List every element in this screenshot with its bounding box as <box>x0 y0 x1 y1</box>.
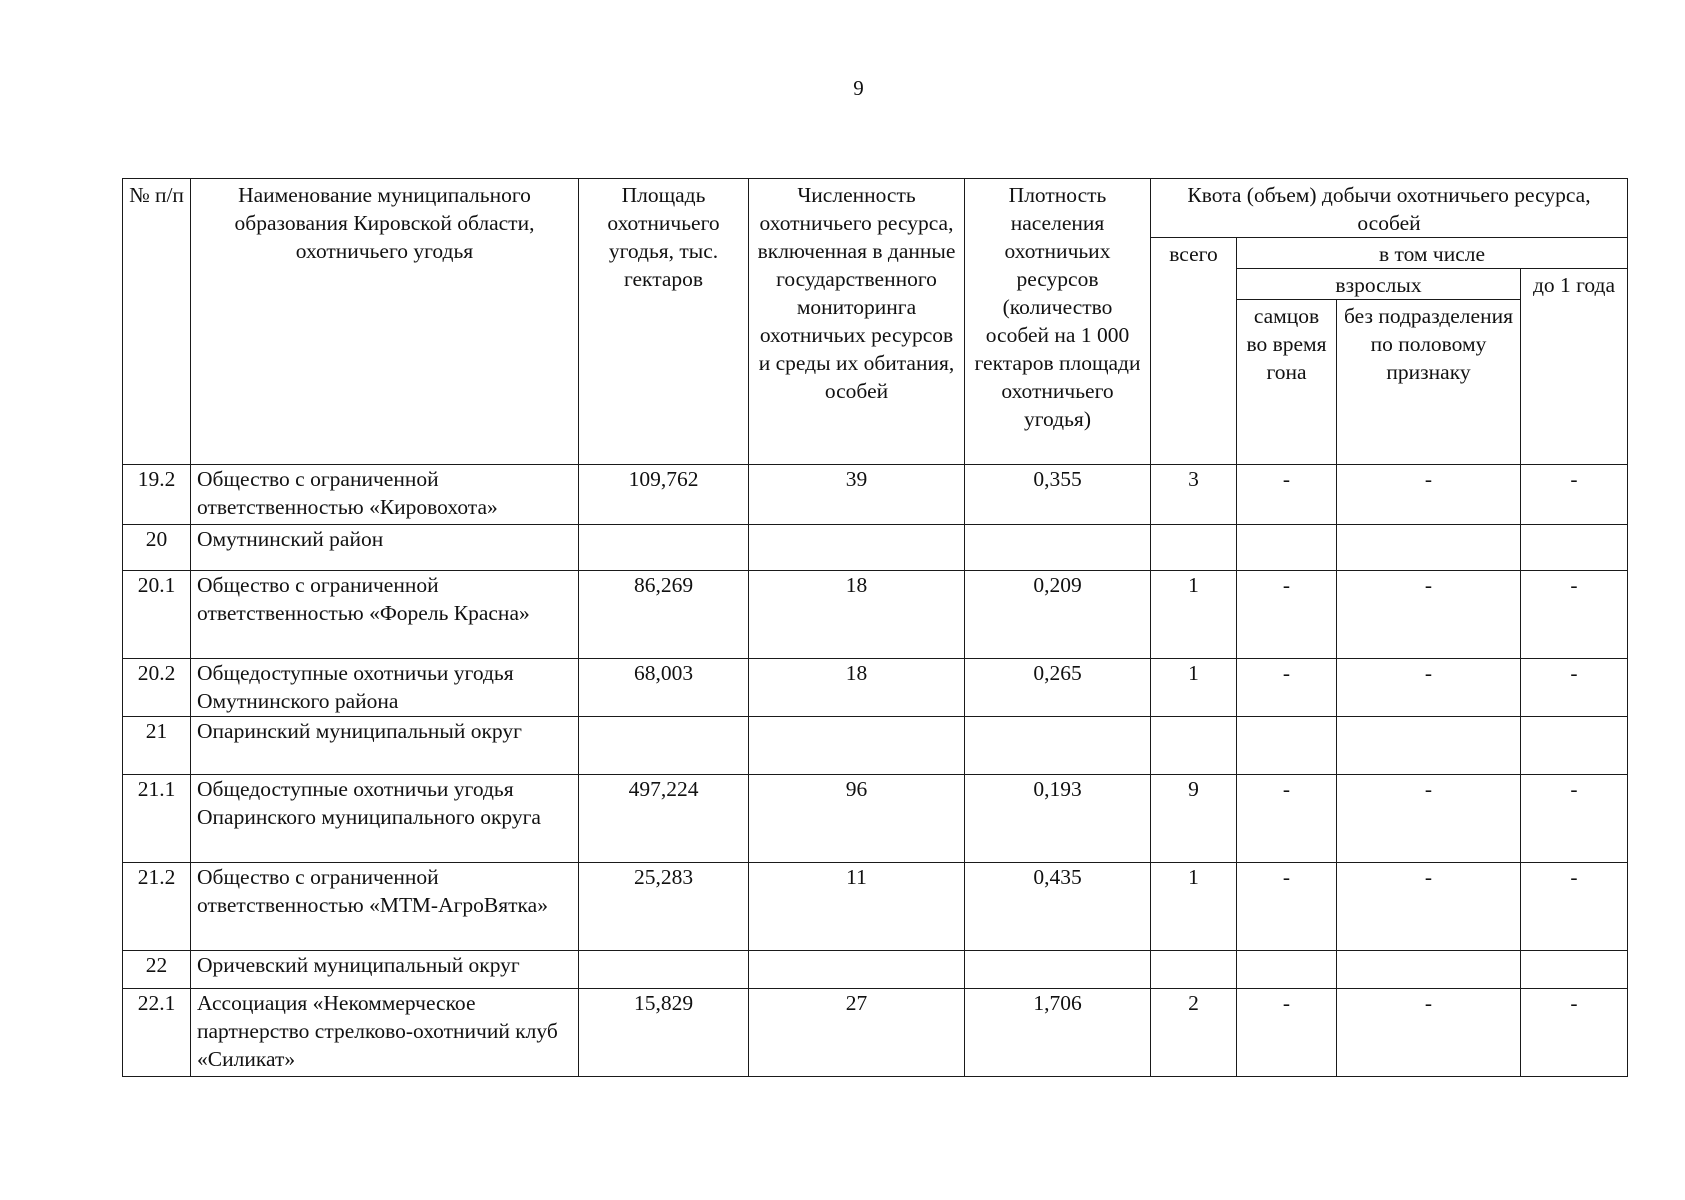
row-under-one <box>1521 525 1628 571</box>
row-name: Общедоступные охотничьи угодья Омутнинского района <box>191 659 579 717</box>
hunting-quota-table <box>122 178 1628 1077</box>
row-males-rut: - <box>1237 863 1337 951</box>
row-count: 11 <box>749 863 965 951</box>
header-num: № п/п <box>123 179 191 465</box>
row-no-sex: - <box>1337 989 1521 1077</box>
row-total: 2 <box>1151 989 1237 1077</box>
row-under-one: - <box>1521 465 1628 525</box>
row-under-one: - <box>1521 659 1628 717</box>
row-area: 25,283 <box>579 863 749 951</box>
row-males-rut <box>1237 525 1337 571</box>
row-area: 15,829 <box>579 989 749 1077</box>
row-density <box>965 525 1151 571</box>
row-no-sex: - <box>1337 571 1521 659</box>
row-count: 39 <box>749 465 965 525</box>
header-quota: Квота (объем) добычи охотничьего ресурса, особей <box>1151 179 1628 238</box>
row-density <box>965 717 1151 775</box>
row-name: Омутнинский район <box>191 525 579 571</box>
row-count <box>749 717 965 775</box>
row-area: 68,003 <box>579 659 749 717</box>
header-count: Численность охотничьего ресурса, включенная в данные государственного мониторинга охотничьих ресурсов и среды их обитания, особей <box>749 179 965 465</box>
table-row <box>123 989 1628 1077</box>
row-number: 22.1 <box>123 989 191 1077</box>
row-under-one: - <box>1521 863 1628 951</box>
row-density: 0,435 <box>965 863 1151 951</box>
row-no-sex <box>1337 717 1521 775</box>
table-row <box>123 525 1628 571</box>
row-name: Опаринский муниципальный округ <box>191 717 579 775</box>
row-count: 27 <box>749 989 965 1077</box>
header-total: всего <box>1151 238 1237 465</box>
row-area: 497,224 <box>579 775 749 863</box>
row-density: 0,355 <box>965 465 1151 525</box>
row-name: Общедоступные охотничьи угодья Опаринского муниципального округа <box>191 775 579 863</box>
table-body <box>123 465 1628 1077</box>
row-name: Общество с ограниченной ответственностью «МТМ-АгроВятка» <box>191 863 579 951</box>
header-under-one: до 1 года <box>1521 269 1628 465</box>
row-total: 1 <box>1151 571 1237 659</box>
row-males-rut <box>1237 951 1337 989</box>
row-number: 21.2 <box>123 863 191 951</box>
row-total: 1 <box>1151 863 1237 951</box>
row-name: Общество с ограниченной ответственностью «Кировохота» <box>191 465 579 525</box>
header-males-rut: самцов во время гона <box>1237 300 1337 465</box>
row-area <box>579 717 749 775</box>
table-row <box>123 465 1628 525</box>
row-number: 20.2 <box>123 659 191 717</box>
row-under-one: - <box>1521 775 1628 863</box>
row-number: 21.1 <box>123 775 191 863</box>
header-name: Наименование муниципального образования Кировской области, охотничьего угодья <box>191 179 579 465</box>
table-row <box>123 717 1628 775</box>
row-no-sex <box>1337 951 1521 989</box>
row-males-rut <box>1237 717 1337 775</box>
row-males-rut: - <box>1237 775 1337 863</box>
row-area: 86,269 <box>579 571 749 659</box>
row-no-sex: - <box>1337 863 1521 951</box>
row-area <box>579 951 749 989</box>
page-number: 9 <box>853 76 864 100</box>
row-area: 109,762 <box>579 465 749 525</box>
row-no-sex <box>1337 525 1521 571</box>
row-density <box>965 951 1151 989</box>
row-count <box>749 525 965 571</box>
row-name: Ассоциация «Некоммерческое партнерство стрелково-охотничий клуб «Силикат» <box>191 989 579 1077</box>
row-number: 19.2 <box>123 465 191 525</box>
table-row <box>123 951 1628 989</box>
row-density: 0,193 <box>965 775 1151 863</box>
row-number: 20 <box>123 525 191 571</box>
row-name: Оричевский муниципальный округ <box>191 951 579 989</box>
row-total <box>1151 525 1237 571</box>
header-no-sex: без подразделения по половому признаку <box>1337 300 1521 465</box>
row-density: 1,706 <box>965 989 1151 1077</box>
row-number: 21 <box>123 717 191 775</box>
row-under-one <box>1521 951 1628 989</box>
row-males-rut: - <box>1237 571 1337 659</box>
row-males-rut: - <box>1237 465 1337 525</box>
row-count: 18 <box>749 571 965 659</box>
row-area <box>579 525 749 571</box>
table-row <box>123 775 1628 863</box>
table-row <box>123 659 1628 717</box>
row-under-one <box>1521 717 1628 775</box>
table-row <box>123 863 1628 951</box>
row-no-sex: - <box>1337 659 1521 717</box>
header-density: Плотность населения охотничьих ресурсов (количество особей на 1 000 гектаров площади охотничьего угодья) <box>965 179 1151 465</box>
row-males-rut: - <box>1237 989 1337 1077</box>
row-density: 0,265 <box>965 659 1151 717</box>
header-adults: взрослых <box>1237 269 1521 300</box>
table-row <box>123 571 1628 659</box>
row-no-sex: - <box>1337 775 1521 863</box>
row-total <box>1151 951 1237 989</box>
row-total: 9 <box>1151 775 1237 863</box>
row-count <box>749 951 965 989</box>
row-count: 18 <box>749 659 965 717</box>
row-name: Общество с ограниченной ответственностью «Форель Красна» <box>191 571 579 659</box>
row-under-one: - <box>1521 989 1628 1077</box>
header-including: в том числе <box>1237 238 1628 269</box>
row-count: 96 <box>749 775 965 863</box>
row-under-one: - <box>1521 571 1628 659</box>
row-density: 0,209 <box>965 571 1151 659</box>
row-total <box>1151 717 1237 775</box>
header-area: Площадь охотничьего угодья, тыс. гектаров <box>579 179 749 465</box>
row-males-rut: - <box>1237 659 1337 717</box>
row-number: 22 <box>123 951 191 989</box>
row-number: 20.1 <box>123 571 191 659</box>
row-total: 1 <box>1151 659 1237 717</box>
row-no-sex: - <box>1337 465 1521 525</box>
row-total: 3 <box>1151 465 1237 525</box>
